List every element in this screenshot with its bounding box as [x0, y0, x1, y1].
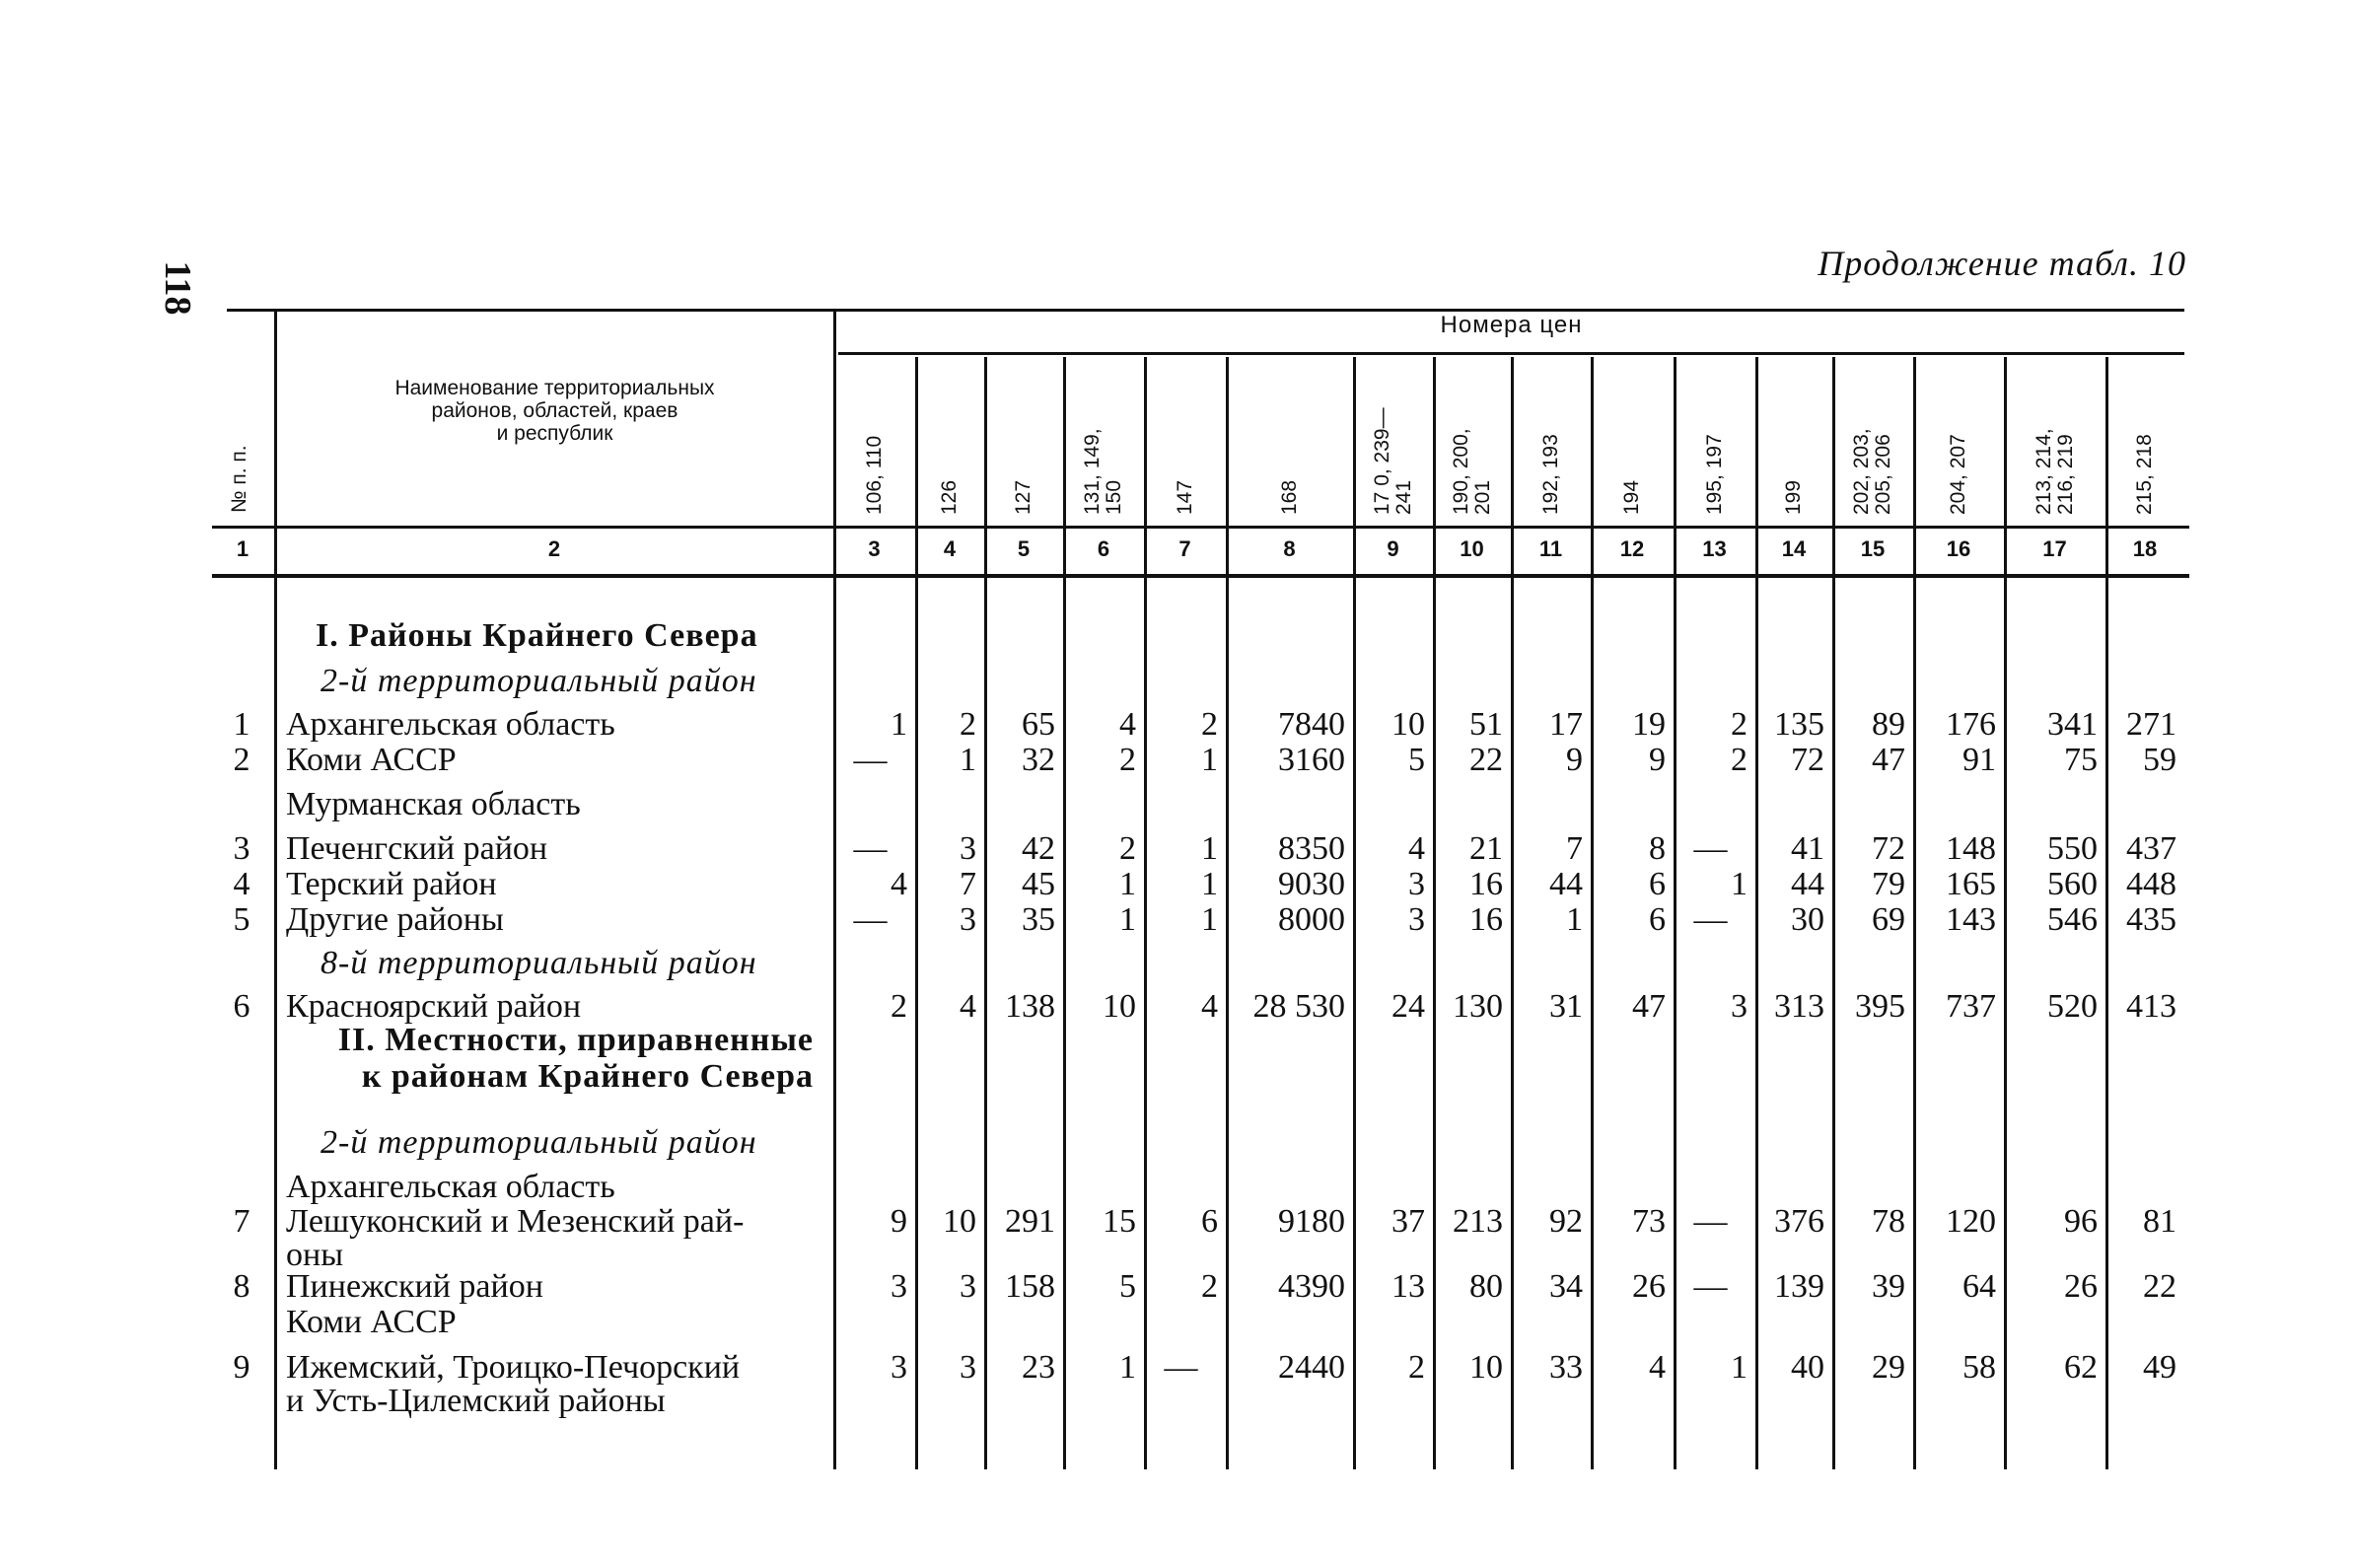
- table-cell: 437: [2126, 830, 2176, 867]
- price-column-header: [1451, 367, 1494, 515]
- table-cell: 35: [1022, 901, 1055, 938]
- table-cell: 1: [1201, 830, 1218, 867]
- price-header-line: 106, 110: [862, 435, 886, 515]
- table-cell: 10: [1469, 1349, 1503, 1386]
- row-name-line: Красноярский район: [286, 988, 582, 1025]
- table-cell: 213: [1453, 1203, 1503, 1240]
- table-cell: 3: [1408, 901, 1425, 938]
- row-number: 6: [233, 988, 250, 1025]
- row-name-line: Лешуконский и Мезенский рай-: [286, 1203, 745, 1240]
- table-cell: 4: [1119, 706, 1136, 743]
- table-cell: 5: [1119, 1268, 1136, 1305]
- price-header-line: 205, 206: [1872, 434, 1894, 515]
- table-cell: —: [1693, 830, 1728, 867]
- section-heading-line: к районам Крайнего Севера: [361, 1058, 814, 1095]
- name-header-line: и республик: [496, 422, 613, 445]
- table-cell: 1: [1119, 866, 1136, 902]
- price-header-line: 241: [1391, 479, 1415, 515]
- row-name: [286, 868, 497, 901]
- table-cell: 6: [1649, 901, 1666, 938]
- column-number: 16: [1946, 536, 1971, 561]
- column-number: 15: [1860, 536, 1886, 561]
- column-number: 12: [1619, 536, 1645, 561]
- table-cell: 26: [1632, 1268, 1666, 1305]
- table-cell: 341: [2047, 706, 2098, 743]
- table-cell: 30: [1791, 901, 1824, 938]
- table-cell: 42: [1022, 830, 1055, 867]
- table-cell: 3: [960, 830, 976, 867]
- table-cell: 96: [2064, 1203, 2098, 1240]
- row-number: 3: [233, 830, 250, 867]
- table-cell: 9180: [1278, 1203, 1345, 1240]
- price-column-header: [2134, 367, 2156, 515]
- table-cell: 4: [1201, 988, 1218, 1025]
- num-column-header: № п. п.: [228, 445, 250, 513]
- table-cell: 26: [2064, 1268, 2098, 1305]
- price-column-header: [939, 367, 961, 515]
- table-cell: 1: [1119, 1349, 1136, 1386]
- table-cell: 41: [1791, 830, 1824, 867]
- row-name-line: Печенгский район: [286, 830, 548, 867]
- row-name-line: Ижемский, Троицко-Печорский: [286, 1349, 741, 1386]
- table-cell: 44: [1791, 866, 1824, 902]
- table-cell: 22: [1469, 742, 1503, 778]
- table-cell: 10: [1103, 988, 1136, 1025]
- price-header-line: 127: [1012, 479, 1034, 515]
- column-number: 17: [2042, 536, 2067, 561]
- table-cell: 1: [891, 706, 907, 743]
- table-cell: 550: [2047, 830, 2098, 867]
- column-number: 11: [1538, 536, 1563, 561]
- table-cell: 62: [2064, 1349, 2098, 1386]
- table-cell: 7840: [1278, 706, 1345, 743]
- price-column-header: [1851, 367, 1894, 515]
- table-cell: 47: [1872, 742, 1905, 778]
- table-cell: —: [1693, 1268, 1728, 1305]
- table-cell: 3: [1408, 866, 1425, 902]
- table-cell: 546: [2047, 901, 2098, 938]
- table-cell: 22: [2143, 1268, 2176, 1305]
- table-cell: 1: [960, 742, 976, 778]
- table-cell: 6: [1201, 1203, 1218, 1240]
- table-cell: —: [853, 742, 888, 778]
- table-cell: 1: [1731, 1349, 1748, 1386]
- table-cell: 37: [1391, 1203, 1425, 1240]
- column-number: 4: [943, 536, 957, 561]
- table-cell: 89: [1872, 706, 1905, 743]
- price-column-header: [1621, 367, 1643, 515]
- price-column-header: [1279, 367, 1301, 515]
- table-cell: 4: [1649, 1349, 1666, 1386]
- table-cell: 80: [1469, 1268, 1503, 1305]
- table-cell: 39: [1872, 1268, 1905, 1305]
- page-number: 118: [157, 260, 198, 316]
- table-cell: 158: [1005, 1268, 1055, 1305]
- table-cell: 6: [1649, 866, 1666, 902]
- table-cell: 3: [891, 1268, 907, 1305]
- row-name-line: Пинежский район: [286, 1268, 543, 1305]
- price-header-line: 215, 218: [2133, 434, 2156, 515]
- column-number: 7: [1178, 536, 1191, 561]
- table-cell: 1: [1201, 866, 1218, 902]
- price-column-header: [864, 367, 886, 515]
- column-number: 5: [1017, 536, 1031, 561]
- row-name: [286, 708, 615, 742]
- table-cell: 28 530: [1252, 988, 1345, 1025]
- prices-header-title: Номера цен: [1440, 312, 1583, 338]
- row-name: [286, 832, 547, 866]
- table-cell: 8000: [1278, 901, 1345, 938]
- table-cell: 2: [1201, 1268, 1218, 1305]
- table-cell: 4: [891, 866, 907, 902]
- name-column-header: [281, 377, 828, 445]
- price-header-line: 202, 203,: [1850, 428, 1873, 515]
- price-header-line: 190, 200,: [1449, 428, 1472, 515]
- column-number: 2: [547, 536, 561, 561]
- table-cell: 7: [960, 866, 976, 902]
- table-cell: 45: [1022, 866, 1055, 902]
- table-cell: 16: [1469, 866, 1503, 902]
- table-cell: 3: [960, 1268, 976, 1305]
- table-cell: 72: [1791, 742, 1824, 778]
- price-header-line: 201: [1470, 479, 1494, 515]
- price-header-line: 192, 193: [1538, 434, 1562, 515]
- table-cell: 72: [1872, 830, 1905, 867]
- subsection-heading: 2-й территориальный район: [321, 663, 757, 699]
- table-cell: 78: [1872, 1203, 1905, 1240]
- table-cell: 413: [2126, 988, 2176, 1025]
- section-heading-line: II. Местности, приравненные: [337, 1022, 814, 1058]
- table-cell: 73: [1632, 1203, 1666, 1240]
- group-label: Коми АССР: [286, 1304, 457, 1340]
- table-cell: —: [853, 830, 888, 867]
- table-cell: 148: [1946, 830, 1996, 867]
- table-cell: 1: [1119, 901, 1136, 938]
- row-name-line: оны: [286, 1237, 344, 1273]
- table-cell: 19: [1632, 706, 1666, 743]
- row-number: 9: [233, 1349, 250, 1386]
- price-header-line: 168: [1277, 479, 1301, 515]
- table-cell: 4: [960, 988, 976, 1025]
- column-number: 9: [1387, 536, 1399, 561]
- table-cell: 2: [1119, 830, 1136, 867]
- table-cell: 8350: [1278, 830, 1345, 867]
- table-cell: 29: [1872, 1349, 1905, 1386]
- table-cell: 2: [960, 706, 976, 743]
- table-cell: 65: [1022, 706, 1055, 743]
- continuation-caption: Продолжение табл. 10: [1818, 244, 2186, 283]
- table-cell: 79: [1872, 866, 1905, 902]
- price-column-header: [1013, 367, 1034, 515]
- row-name: [286, 1270, 543, 1304]
- section-heading: I. Районы Крайнего Севера: [316, 617, 758, 654]
- table-cell: 49: [2143, 1349, 2176, 1386]
- name-header-line: Наименование территориальных: [394, 377, 715, 399]
- table-cell: 138: [1005, 988, 1055, 1025]
- column-number: 10: [1460, 536, 1484, 561]
- row-name: [286, 903, 504, 937]
- table-cell: 16: [1469, 901, 1503, 938]
- table-cell: 291: [1005, 1203, 1055, 1240]
- price-header-line: 126: [938, 479, 961, 515]
- table-top-rule: [227, 309, 2184, 312]
- table-cell: 560: [2047, 866, 2098, 902]
- table-cell: 3: [960, 1349, 976, 1386]
- table-cell: 1: [1201, 742, 1218, 778]
- table-cell: 10: [1391, 706, 1425, 743]
- table-cell: 51: [1469, 706, 1503, 743]
- price-header-line: 213, 214,: [2032, 428, 2055, 515]
- group-label: Архангельская область: [286, 1169, 615, 1205]
- row-name: [286, 1205, 744, 1272]
- table-cell: —: [1693, 901, 1728, 938]
- table-cell: 44: [1549, 866, 1583, 902]
- table-cell: 17: [1549, 706, 1583, 743]
- table-cell: 81: [2143, 1203, 2176, 1240]
- table-cell: 32: [1022, 742, 1055, 778]
- price-column-header: [1783, 367, 1805, 515]
- table-cell: 9030: [1278, 866, 1345, 902]
- table-cell: 395: [1855, 988, 1905, 1025]
- row-name-line: и Усть-Цилемский районы: [286, 1383, 666, 1419]
- table-cell: —: [853, 901, 888, 938]
- table-cell: 1: [1201, 901, 1218, 938]
- column-number: 1: [236, 536, 250, 561]
- row-number: 7: [233, 1203, 250, 1240]
- table-cell: 737: [1946, 988, 1996, 1025]
- row-name-line: Другие районы: [286, 901, 504, 938]
- table-cell: —: [1164, 1349, 1198, 1386]
- table-cell: 15: [1103, 1203, 1136, 1240]
- table-cell: 31: [1549, 988, 1583, 1025]
- price-header-line: 216, 219: [2053, 434, 2077, 515]
- column-number: 8: [1283, 536, 1296, 561]
- table-cell: 165: [1946, 866, 1996, 902]
- table-cell: 40: [1791, 1349, 1824, 1386]
- price-header-line: 194: [1620, 479, 1643, 515]
- price-column-header: [1540, 367, 1562, 515]
- price-header-line: 150: [1103, 479, 1125, 515]
- table-cell: 2: [1408, 1349, 1425, 1386]
- table-cell: 435: [2126, 901, 2176, 938]
- price-column-header: [1704, 367, 1726, 515]
- price-column-header: [1948, 367, 1969, 515]
- table-cell: 59: [2143, 742, 2176, 778]
- section-heading: [330, 1022, 814, 1095]
- table-cell: 7: [1566, 830, 1583, 867]
- table-cell: 271: [2126, 706, 2176, 743]
- table-cell: 2440: [1278, 1349, 1345, 1386]
- column-number: 18: [2132, 536, 2158, 561]
- table-cell: 21: [1469, 830, 1503, 867]
- column-divider: [274, 309, 277, 1469]
- name-header-line: районов, областей, краев: [431, 399, 678, 422]
- price-header-line: 147: [1173, 479, 1196, 515]
- row-name: [286, 1351, 740, 1418]
- table-cell: 130: [1453, 988, 1503, 1025]
- header-bottom-rule: [212, 526, 2189, 529]
- table-cell: 9: [1566, 742, 1583, 778]
- table-cell: 92: [1549, 1203, 1583, 1240]
- table-cell: 24: [1391, 988, 1425, 1025]
- row-name: [286, 744, 457, 777]
- table-cell: 3: [1731, 988, 1748, 1025]
- table-cell: 1: [1566, 901, 1583, 938]
- colnum-bottom-rule: [212, 574, 2189, 578]
- subsection-heading: 8-й территориальный район: [321, 945, 757, 981]
- table-cell: 120: [1946, 1203, 1996, 1240]
- table-cell: 448: [2126, 866, 2176, 902]
- row-number: 8: [233, 1268, 250, 1305]
- table-cell: 176: [1946, 706, 1996, 743]
- price-header-line: 195, 197: [1702, 434, 1726, 515]
- table-cell: 4390: [1278, 1268, 1345, 1305]
- prices-title-rule: [838, 352, 2184, 355]
- price-column-header: [1372, 367, 1415, 515]
- table-cell: 4: [1408, 830, 1425, 867]
- table-cell: 143: [1946, 901, 1996, 938]
- table-cell: 33: [1549, 1349, 1583, 1386]
- table-cell: 3160: [1278, 742, 1345, 778]
- table-cell: 13: [1391, 1268, 1425, 1305]
- row-name-line: Терский район: [286, 866, 497, 902]
- table-cell: 2: [1201, 706, 1218, 743]
- table-cell: 5: [1408, 742, 1425, 778]
- table-cell: 2: [891, 988, 907, 1025]
- row-number: 4: [233, 866, 250, 902]
- table-cell: 91: [1962, 742, 1996, 778]
- table-cell: 47: [1632, 988, 1666, 1025]
- column-number: 6: [1097, 536, 1110, 561]
- table-cell: 9: [1649, 742, 1666, 778]
- table-cell: 2: [1731, 706, 1748, 743]
- table-cell: 2: [1731, 742, 1748, 778]
- price-header-line: 131, 149,: [1081, 428, 1104, 515]
- price-header-line: 199: [1782, 479, 1805, 515]
- table-cell: 3: [960, 901, 976, 938]
- row-name: [286, 990, 581, 1024]
- table-cell: 520: [2047, 988, 2098, 1025]
- table-cell: 75: [2064, 742, 2098, 778]
- row-number: 5: [233, 901, 250, 938]
- subsection-heading: 2-й территориальный район: [321, 1124, 757, 1161]
- table-cell: 10: [943, 1203, 976, 1240]
- table-cell: 376: [1774, 1203, 1824, 1240]
- table-cell: 135: [1774, 706, 1824, 743]
- price-header-line: 204, 207: [1947, 434, 1969, 515]
- row-number: 2: [233, 742, 250, 778]
- table-cell: 2: [1119, 742, 1136, 778]
- table-cell: —: [1693, 1203, 1728, 1240]
- price-column-header: [1175, 367, 1196, 515]
- price-header-line: 17 0, 239—: [1370, 407, 1393, 515]
- table-cell: 34: [1549, 1268, 1583, 1305]
- column-number: 3: [868, 536, 881, 561]
- column-number: 14: [1781, 536, 1807, 561]
- row-name-line: Архангельская область: [286, 706, 615, 743]
- table-cell: 23: [1022, 1349, 1055, 1386]
- price-column-header: [2033, 367, 2077, 515]
- table-cell: 139: [1774, 1268, 1824, 1305]
- table-cell: 313: [1774, 988, 1824, 1025]
- table-cell: 3: [891, 1349, 907, 1386]
- table-cell: 1: [1731, 866, 1748, 902]
- table-cell: 9: [891, 1203, 907, 1240]
- table-cell: 8: [1649, 830, 1666, 867]
- group-label: Мурманская область: [286, 786, 581, 822]
- table-cell: 58: [1962, 1349, 1996, 1386]
- row-name-line: Коми АССР: [286, 742, 457, 778]
- table-cell: 69: [1872, 901, 1905, 938]
- row-number: 1: [233, 706, 250, 743]
- column-number: 13: [1702, 536, 1727, 561]
- table-cell: 64: [1962, 1268, 1996, 1305]
- price-column-header: [1082, 367, 1125, 515]
